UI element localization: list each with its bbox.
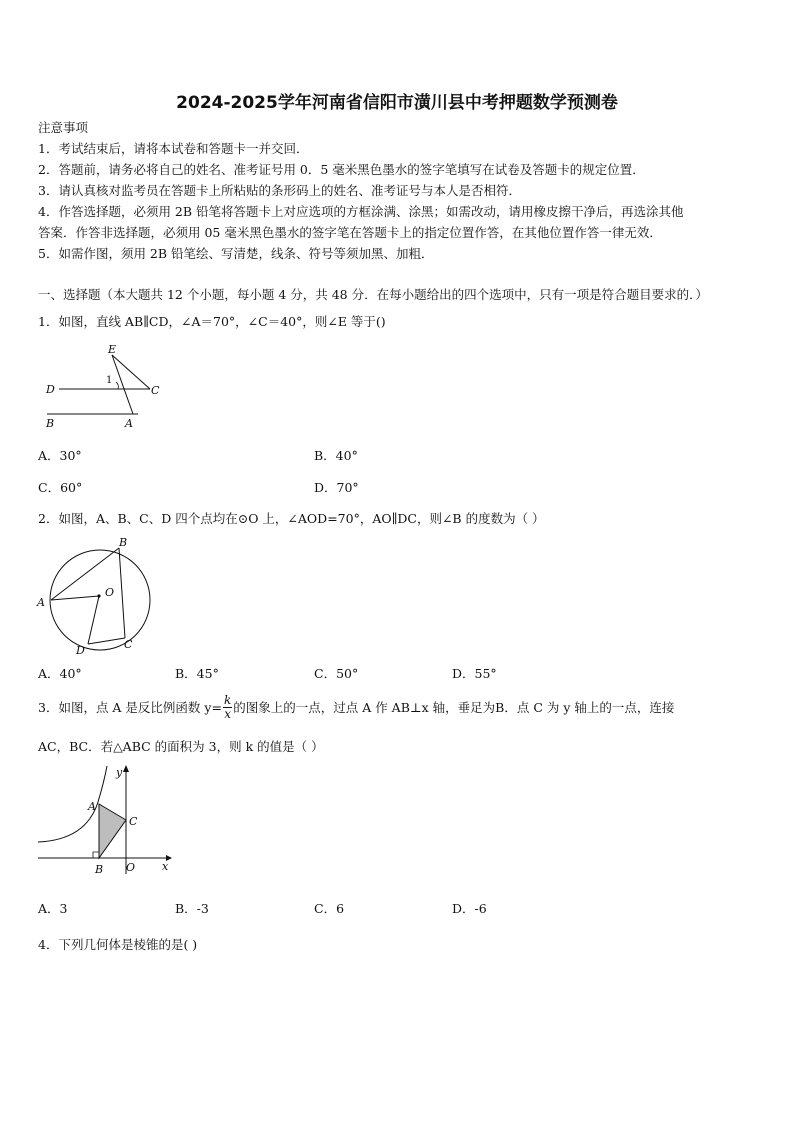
q3-stem-before: 3．如图，点 A 是反比例函数 y= bbox=[38, 699, 222, 715]
notice-item: 4．作答选择题，必须用 2B 铅笔将答题卡上对应选项的方框涂满、涂黑；如需改动，请用橡皮擦干净后，再选涂其他 bbox=[38, 204, 684, 219]
label-C: C bbox=[151, 384, 160, 397]
notice-item: 3．请认真核对监考员在答题卡上所粘贴的条形码上的姓名、准考证号与本人是否相符． bbox=[38, 183, 521, 198]
label-D: D bbox=[46, 383, 55, 396]
question-2-stem: 2．如图，A、B、C、D 四个点均在⊙O 上，∠AOD=70°，AO∥DC，则∠B 的度数为（ ） bbox=[38, 511, 545, 526]
label-B: B bbox=[119, 536, 128, 549]
fraction-denominator: x bbox=[224, 707, 231, 721]
notice-item: 2．答题前，请务必将自己的姓名、准考证号用 0．5 毫米黑色墨水的签字笔填写在试卷及答题卡的规定位置． bbox=[38, 162, 645, 177]
question-3-stem-line2: AC，BC．若△ABC 的面积为 3，则 k 的值是（ ） bbox=[38, 739, 324, 754]
q3-option-b: B．-3 bbox=[175, 901, 209, 916]
notice-item: 1．考试结束后，请将本试卷和答题卡一并交回． bbox=[38, 141, 309, 156]
label-angle-1: 1 bbox=[106, 375, 113, 386]
q2-option-c: C．50° bbox=[314, 666, 359, 681]
question-3-figure bbox=[36, 762, 176, 878]
label-C: C bbox=[129, 815, 138, 828]
q1-option-a: A．30° bbox=[38, 448, 82, 463]
section-heading: 一、选择题（本大题共 12 个小题，每小题 4 分，共 48 分．在每小题给出的四个选项中，只有一项是符合题目要求的．） bbox=[38, 287, 708, 302]
label-B: B bbox=[46, 417, 55, 430]
fraction-numerator: k bbox=[223, 693, 232, 707]
question-4-stem: 4．下列几何体是棱锥的是( ) bbox=[38, 937, 198, 952]
label-A: A bbox=[88, 800, 96, 813]
q1-option-c: C．60° bbox=[38, 480, 83, 495]
notice-item: 5．如需作图，须用 2B 铅笔绘、写清楚，线条、符号等须加黑、加粗． bbox=[38, 246, 434, 261]
page-title: 2024-2025学年河南省信阳市潢川县中考押题数学预测卷 bbox=[176, 93, 618, 113]
label-A: A bbox=[125, 417, 133, 430]
label-x: x bbox=[162, 860, 169, 873]
question-1-figure bbox=[38, 338, 178, 434]
q1-option-b: B．40° bbox=[314, 448, 358, 463]
label-A: A bbox=[37, 596, 45, 609]
label-E: E bbox=[108, 343, 117, 356]
label-O: O bbox=[105, 586, 115, 599]
label-D: D bbox=[76, 644, 85, 656]
q2-option-d: D．55° bbox=[452, 666, 497, 681]
question-3-stem bbox=[38, 694, 674, 721]
question-1-stem: 1．如图，直线 AB∥CD，∠A＝70°，∠C＝40°，则∠E 等于() bbox=[38, 314, 386, 329]
label-C: C bbox=[124, 638, 133, 651]
q1-option-d: D．70° bbox=[314, 480, 359, 495]
q3-option-d: D．-6 bbox=[452, 901, 487, 916]
notice-heading: 注意事项 bbox=[38, 120, 89, 135]
q3-option-c: C．6 bbox=[314, 901, 345, 916]
label-y: y bbox=[116, 766, 123, 779]
label-O: O bbox=[126, 861, 136, 874]
label-B: B bbox=[95, 863, 104, 876]
fraction-k-over-x bbox=[223, 694, 232, 721]
question-2-figure bbox=[36, 534, 156, 656]
q2-option-a: A．40° bbox=[38, 666, 82, 681]
q3-option-a: A．3 bbox=[38, 901, 68, 916]
notice-item: 答案．作答非选择题，必须用 05 毫米黑色墨水的签字笔在答题卡上的指定位置作答，在其他位置作答一律无效． bbox=[38, 225, 662, 240]
q2-option-b: B．45° bbox=[175, 666, 219, 681]
q3-stem-after: 的图象上的一点，过点 A 作 AB⊥x 轴，垂足为B．点 C 为 y 轴上的一点，连接 bbox=[233, 699, 675, 715]
